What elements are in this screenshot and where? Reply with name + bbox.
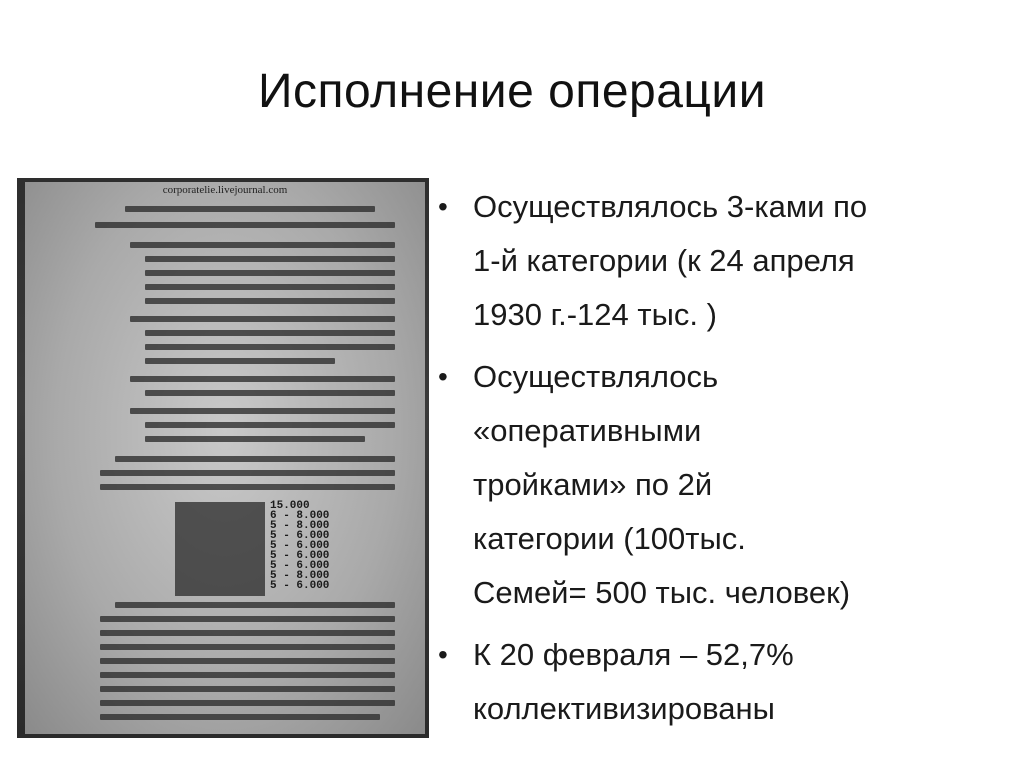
bullet-text: Осуществлялось «оперативными тройками» по 2й категории (100тыс. Семей= 500 тыс. человек) [473,359,851,610]
document-watermark: corporatelie.livejournal.com [162,184,288,196]
document-text-line [130,376,395,382]
document-table-number: 5 - 6.000 [270,550,330,562]
document-text-line [100,630,395,636]
document-text-line [145,390,395,396]
document-text-line [130,408,395,414]
document-text-line [145,358,335,364]
bullet-item [436,180,996,342]
document-text-line [125,206,375,212]
archival-document-image [17,178,429,738]
document-text-line [145,256,395,262]
document-text-line [115,602,395,608]
document-text-line [100,658,395,664]
bullet-marker: • [438,361,448,392]
document-table-number: 5 - 6.000 [270,540,330,552]
document-text-line [145,298,395,304]
document-text-line [100,644,395,650]
document-page [25,182,425,734]
document-text-line [95,222,395,228]
document-table-number: 15.000 [270,500,310,512]
bullet-marker: • [438,191,448,222]
document-table-number: 5 - 8.000 [270,520,330,532]
document-text-line [130,316,395,322]
document-table-number: 6 - 8.000 [270,510,330,522]
bullet-marker: • [438,639,448,670]
bullet-item [436,628,996,736]
document-table-labels [175,502,265,596]
document-text-line [100,484,395,490]
document-table-number: 5 - 6.000 [270,560,330,572]
slide-title: Исполнение операции [257,65,767,118]
document-text-line [145,436,365,442]
document-text-line [100,616,395,622]
document-table-number: 5 - 6.000 [270,580,330,592]
document-table-number: 5 - 8.000 [270,570,330,582]
bullet-list [436,180,996,744]
document-text-line [100,686,395,692]
document-text-line [145,330,395,336]
document-text-line [130,242,395,248]
document-text-line [145,284,395,290]
document-text-line [100,470,395,476]
document-text-line [115,456,395,462]
document-text-line [100,672,395,678]
document-text-line [100,700,395,706]
document-text-line [145,344,395,350]
document-text-line [145,422,395,428]
document-text-line [100,714,380,720]
bullet-item [436,350,996,620]
document-table-number: 5 - 6.000 [270,530,330,542]
bullet-text: К 20 февраля – 52,7% коллективизированы [473,637,794,726]
document-text-line [145,270,395,276]
bullet-text: Осуществлялось 3-ками по 1-й категории (к 24 апреля 1930 г.-124 тыс. ) [473,189,868,332]
